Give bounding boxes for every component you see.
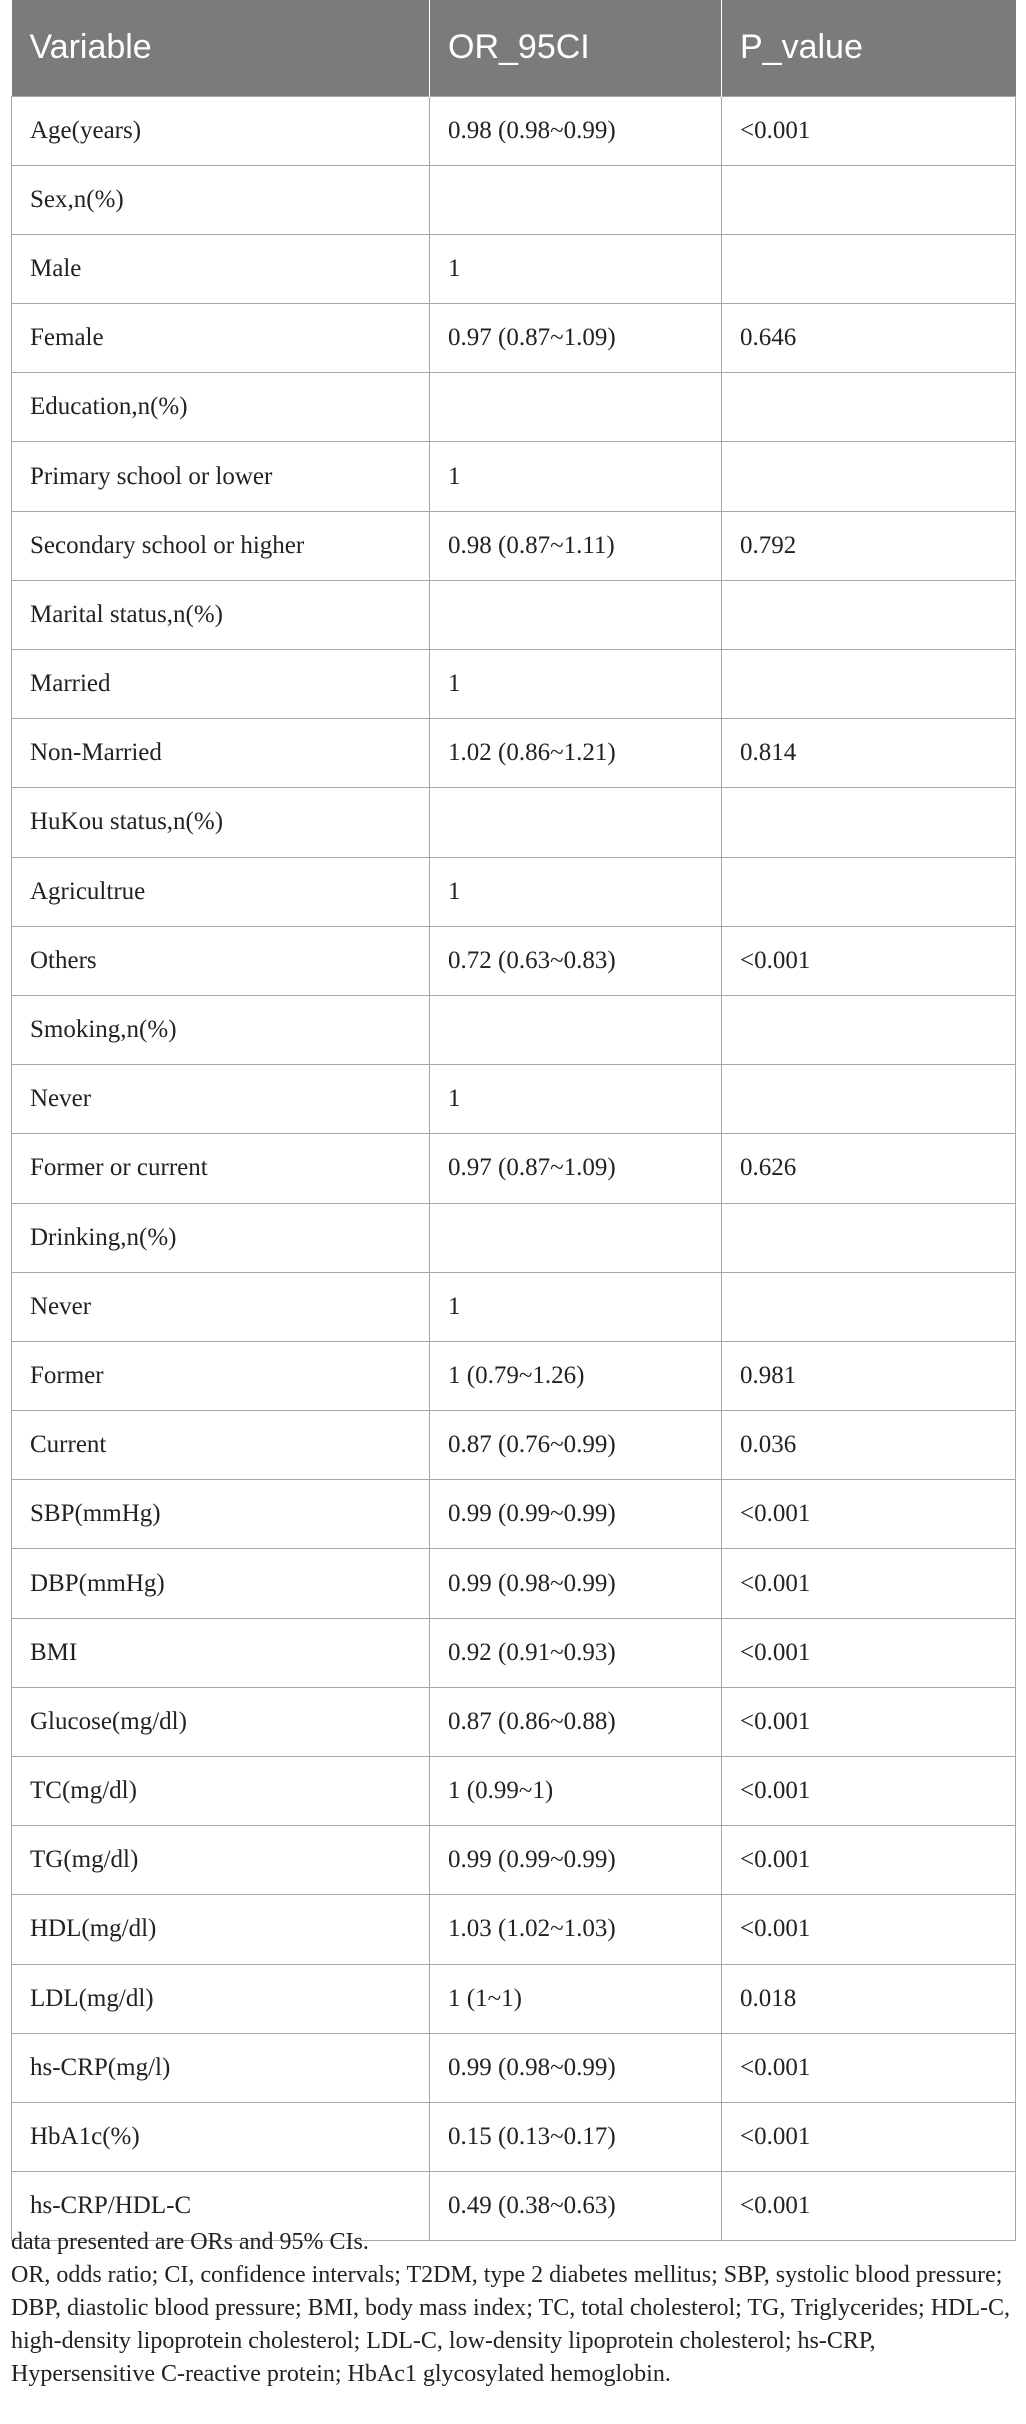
table-header xyxy=(12,0,1016,96)
cell-p-value: <0.001 xyxy=(722,1895,1016,1964)
cell-variable: Sex,n(%) xyxy=(12,165,430,234)
cell-p-value xyxy=(722,1065,1016,1134)
table-row xyxy=(12,926,1016,995)
table-row xyxy=(12,1826,1016,1895)
results-table-container xyxy=(11,0,1015,2241)
cell-p-value xyxy=(722,373,1016,442)
table-row xyxy=(12,1618,1016,1687)
cell-variable: Agricultrue xyxy=(12,857,430,926)
table-row xyxy=(12,995,1016,1064)
cell-or-95ci: 1 (0.79~1.26) xyxy=(430,1341,722,1410)
cell-variable: Former xyxy=(12,1341,430,1410)
cell-variable: HDL(mg/dl) xyxy=(12,1895,430,1964)
cell-or-95ci: 0.92 (0.91~0.93) xyxy=(430,1618,722,1687)
table-row xyxy=(12,650,1016,719)
cell-or-95ci: 1 (0.99~1) xyxy=(430,1757,722,1826)
cell-variable: Education,n(%) xyxy=(12,373,430,442)
table-row xyxy=(12,304,1016,373)
table-row xyxy=(12,1341,1016,1410)
cell-p-value: <0.001 xyxy=(722,1826,1016,1895)
cell-variable: HbA1c(%) xyxy=(12,2102,430,2171)
cell-or-95ci xyxy=(430,1203,722,1272)
cell-or-95ci: 0.99 (0.99~0.99) xyxy=(430,1480,722,1549)
cell-variable: Never xyxy=(12,1065,430,1134)
table-row xyxy=(12,165,1016,234)
cell-variable: Smoking,n(%) xyxy=(12,995,430,1064)
cell-or-95ci xyxy=(430,580,722,649)
cell-p-value xyxy=(722,650,1016,719)
cell-variable: Marital status,n(%) xyxy=(12,580,430,649)
cell-p-value: 0.981 xyxy=(722,1341,1016,1410)
table-row xyxy=(12,1272,1016,1341)
cell-p-value xyxy=(722,165,1016,234)
table-row xyxy=(12,1203,1016,1272)
cell-or-95ci xyxy=(430,995,722,1064)
cell-p-value xyxy=(722,1203,1016,1272)
cell-or-95ci xyxy=(430,788,722,857)
cell-variable: Glucose(mg/dl) xyxy=(12,1687,430,1756)
odds-ratio-table xyxy=(11,0,1016,2241)
cell-or-95ci: 1 xyxy=(430,857,722,926)
cell-p-value: 0.036 xyxy=(722,1411,1016,1480)
cell-or-95ci: 1 xyxy=(430,442,722,511)
cell-or-95ci xyxy=(430,165,722,234)
cell-p-value: 0.626 xyxy=(722,1134,1016,1203)
cell-or-95ci: 0.15 (0.13~0.17) xyxy=(430,2102,722,2171)
cell-p-value xyxy=(722,442,1016,511)
cell-p-value xyxy=(722,580,1016,649)
cell-p-value: <0.001 xyxy=(722,2172,1016,2241)
cell-or-95ci: 0.99 (0.98~0.99) xyxy=(430,2033,722,2102)
cell-p-value xyxy=(722,995,1016,1064)
cell-variable: Male xyxy=(12,234,430,303)
cell-variable: Age(years) xyxy=(12,96,430,165)
cell-or-95ci: 1 (1~1) xyxy=(430,1964,722,2033)
cell-variable: Current xyxy=(12,1411,430,1480)
cell-or-95ci: 0.97 (0.87~1.09) xyxy=(430,1134,722,1203)
cell-variable: hs-CRP/HDL-C xyxy=(12,2172,430,2241)
cell-or-95ci: 1 xyxy=(430,1065,722,1134)
footnote-abbreviations: OR, odds ratio; CI, confidence intervals; T2DM, type 2 diabetes mellitus; SBP, systolic blood pressure; DBP, diastolic blood pressure; BMI, body mass index; TC, total cholesterol; TG, Triglycerides; HDL-C, high-density lipoprotein cholesterol; LDL-C, low-density lipoprotein cholesterol; hs-CRP, Hypersensitive C-reactive protein; HbAc1 glycosylated hemoglobin. xyxy=(11,2262,1011,2387)
table-row xyxy=(12,1549,1016,1618)
header-or-95ci: OR_95CI xyxy=(430,0,722,96)
cell-p-value: <0.001 xyxy=(722,2033,1016,2102)
cell-variable: Secondary school or higher xyxy=(12,511,430,580)
table-row xyxy=(12,442,1016,511)
cell-or-95ci: 0.99 (0.99~0.99) xyxy=(430,1826,722,1895)
cell-variable: Former or current xyxy=(12,1134,430,1203)
cell-p-value: 0.814 xyxy=(722,719,1016,788)
table-row xyxy=(12,857,1016,926)
header-p-value: P_value xyxy=(722,0,1016,96)
cell-p-value xyxy=(722,788,1016,857)
cell-or-95ci: 0.99 (0.98~0.99) xyxy=(430,1549,722,1618)
table-row xyxy=(12,511,1016,580)
table-row xyxy=(12,2033,1016,2102)
table-row xyxy=(12,1480,1016,1549)
cell-p-value: <0.001 xyxy=(722,1618,1016,1687)
cell-variable: Non-Married xyxy=(12,719,430,788)
header-variable: Variable xyxy=(12,0,430,96)
table-row xyxy=(12,1757,1016,1826)
cell-or-95ci: 1 xyxy=(430,234,722,303)
cell-or-95ci: 0.98 (0.87~1.11) xyxy=(430,511,722,580)
cell-p-value: <0.001 xyxy=(722,1757,1016,1826)
cell-variable: Drinking,n(%) xyxy=(12,1203,430,1272)
cell-variable: HuKou status,n(%) xyxy=(12,788,430,857)
cell-p-value: <0.001 xyxy=(722,1480,1016,1549)
cell-p-value xyxy=(722,1272,1016,1341)
cell-or-95ci: 1.02 (0.86~1.21) xyxy=(430,719,722,788)
footnote-line-1: data presented are ORs and 95% CIs. xyxy=(11,2229,369,2255)
table-row xyxy=(12,373,1016,442)
header-row xyxy=(12,0,1016,96)
cell-variable: Never xyxy=(12,1272,430,1341)
cell-p-value: 0.646 xyxy=(722,304,1016,373)
cell-variable: Female xyxy=(12,304,430,373)
cell-or-95ci: 0.87 (0.86~0.88) xyxy=(430,1687,722,1756)
cell-or-95ci: 0.87 (0.76~0.99) xyxy=(430,1411,722,1480)
cell-p-value xyxy=(722,857,1016,926)
cell-p-value: 0.018 xyxy=(722,1964,1016,2033)
cell-or-95ci: 0.72 (0.63~0.83) xyxy=(430,926,722,995)
table-footnotes xyxy=(11,2226,1011,2391)
table-row xyxy=(12,1964,1016,2033)
cell-p-value: <0.001 xyxy=(722,1687,1016,1756)
table-row xyxy=(12,1895,1016,1964)
cell-variable: BMI xyxy=(12,1618,430,1687)
cell-variable: TC(mg/dl) xyxy=(12,1757,430,1826)
table-body xyxy=(12,96,1016,2241)
cell-or-95ci xyxy=(430,373,722,442)
table-row xyxy=(12,1411,1016,1480)
cell-variable: SBP(mmHg) xyxy=(12,1480,430,1549)
table-row xyxy=(12,580,1016,649)
table-row xyxy=(12,788,1016,857)
cell-p-value: <0.001 xyxy=(722,1549,1016,1618)
cell-or-95ci: 0.97 (0.87~1.09) xyxy=(430,304,722,373)
cell-p-value xyxy=(722,234,1016,303)
table-row xyxy=(12,2102,1016,2171)
table-row xyxy=(12,719,1016,788)
cell-or-95ci: 0.98 (0.98~0.99) xyxy=(430,96,722,165)
cell-p-value: <0.001 xyxy=(722,2102,1016,2171)
cell-variable: TG(mg/dl) xyxy=(12,1826,430,1895)
cell-variable: LDL(mg/dl) xyxy=(12,1964,430,2033)
table-row xyxy=(12,1134,1016,1203)
table-row xyxy=(12,96,1016,165)
cell-p-value: <0.001 xyxy=(722,96,1016,165)
cell-variable: Married xyxy=(12,650,430,719)
cell-variable: DBP(mmHg) xyxy=(12,1549,430,1618)
cell-or-95ci: 1.03 (1.02~1.03) xyxy=(430,1895,722,1964)
cell-or-95ci: 0.49 (0.38~0.63) xyxy=(430,2172,722,2241)
cell-p-value: 0.792 xyxy=(722,511,1016,580)
cell-or-95ci: 1 xyxy=(430,1272,722,1341)
cell-p-value: <0.001 xyxy=(722,926,1016,995)
cell-variable: Others xyxy=(12,926,430,995)
cell-variable: Primary school or lower xyxy=(12,442,430,511)
cell-variable: hs-CRP(mg/l) xyxy=(12,2033,430,2102)
table-row xyxy=(12,234,1016,303)
table-row xyxy=(12,1065,1016,1134)
cell-or-95ci: 1 xyxy=(430,650,722,719)
table-row xyxy=(12,1687,1016,1756)
